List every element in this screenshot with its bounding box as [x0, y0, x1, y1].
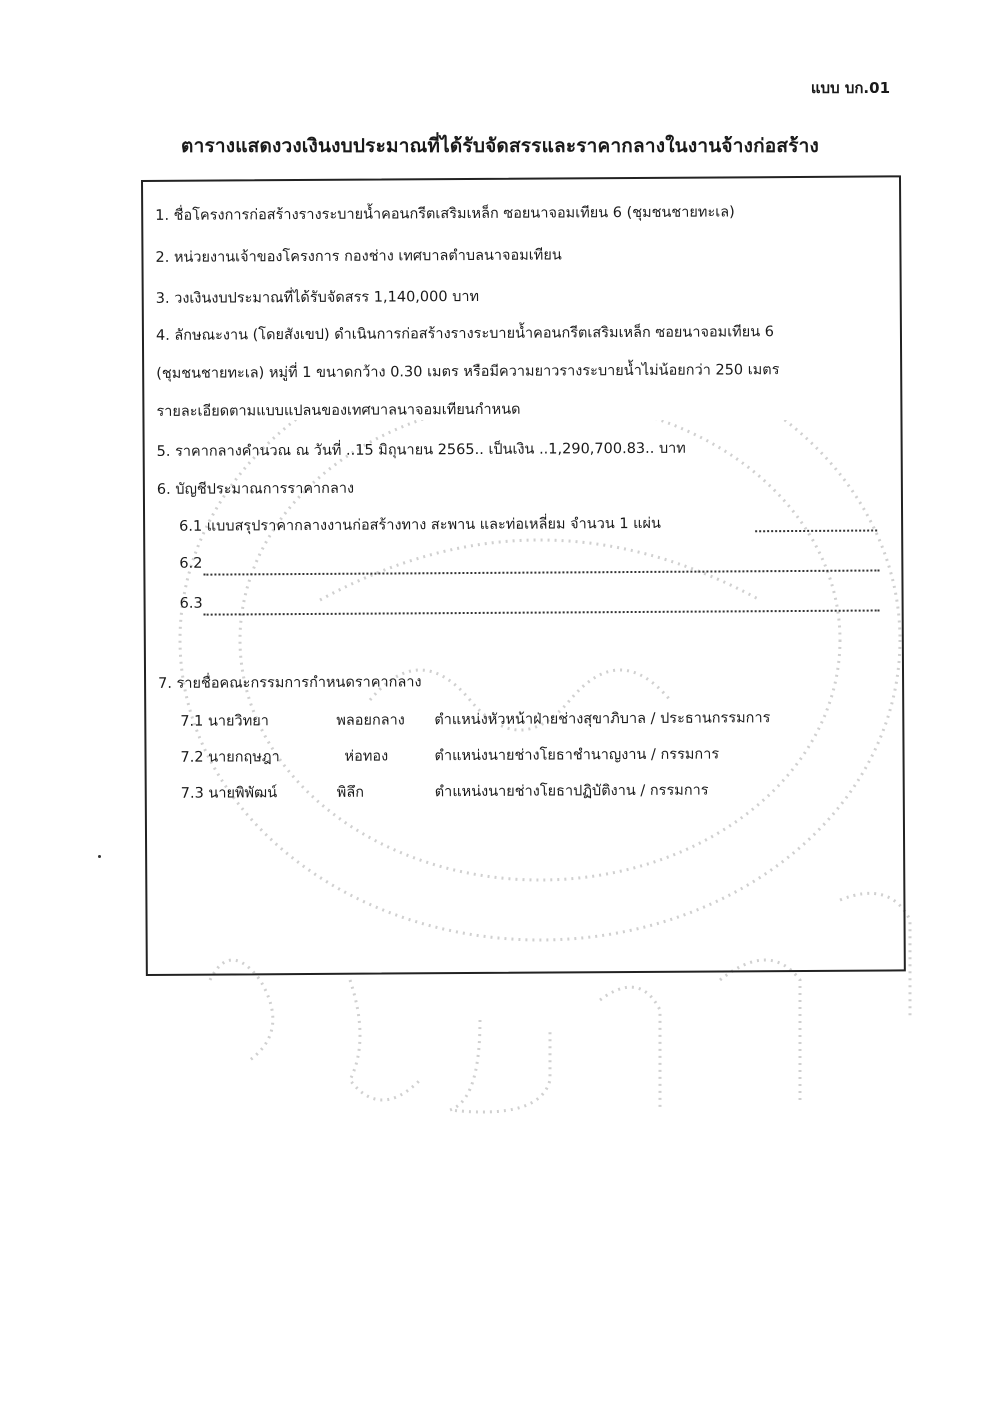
- committee-member-2-position: ตำแหน่งนายช่างโยธาชำนาญงาน / กรรมการ: [434, 746, 720, 765]
- form-code: แบบ บก.01: [810, 79, 890, 97]
- item-committee: 7. รายชื่อคณะกรรมการกำหนดราคากลาง: [158, 674, 422, 692]
- committee-member-3-surname: พิลึก: [336, 784, 365, 801]
- estimate-item-1: 6.1 แบบสรุปราคากลางงานก่อสร้างทาง สะพาน และท่อเหลี่ยม จำนวน 1 แผ่น: [179, 515, 661, 535]
- committee-member-2-name: 7.2 นายกฤษฎา: [180, 749, 280, 766]
- committee-member-3-position: ตำแหน่งนายช่างโยธาปฏิบัติงาน / กรรมการ: [434, 782, 709, 801]
- document-title: ตารางแสดงวงเงินงบประมาณที่ได้รับจัดสรรและราคากลางในงานจ้างก่อสร้าง: [181, 135, 819, 157]
- committee-member-1-surname: พลอยกลาง: [336, 712, 405, 729]
- estimate-item-2: 6.2: [179, 555, 203, 572]
- item-median-price: 5. ราคากลางคำนวณ ณ วันที่ ..15 มิถุนายน 2565.. เป็นเงิน ..1,290,700.83.. บาท: [156, 440, 686, 460]
- dotted-line: [755, 530, 877, 533]
- item-estimate-list: 6. บัญชีประมาณการราคากลาง: [156, 480, 355, 498]
- scan-speck: [98, 855, 101, 858]
- committee-member-3-name: 7.3 นายพิพัฒน์: [180, 785, 278, 802]
- item-work-description-1: 4. ลักษณะงาน (โดยสังเขป) ดำเนินการก่อสร้างรางระบายน้ำคอนกรีตเสริมเหล็ก ซอยนาจอมเทียน 6: [155, 324, 775, 344]
- dotted-line: [203, 569, 879, 575]
- form-frame: [141, 175, 906, 976]
- item-owner-agency: 2. หน่วยงานเจ้าของโครงการ กองช่าง เทศบาลตำบลนาจอมเทียน: [155, 247, 562, 266]
- committee-member-1-name: 7.1 นายวิทยา: [180, 713, 269, 730]
- dotted-line: [204, 609, 880, 615]
- item-project-name: 1. ชื่อโครงการก่อสร้างรางระบายน้ำคอนกรีตเสริมเหล็ก ซอยนาจอมเทียน 6 (ชุมชนชายทะเล): [155, 204, 735, 224]
- item-work-description-2: (ชุมชนชายทะเล) หมู่ที่ 1 ขนาดกว้าง 0.30 เมตร หรือมีความยาวรางระบายน้ำไม่น้อยกว่า 250 เมตร: [156, 362, 780, 382]
- committee-member-1-position: ตำแหน่งหัวหน้าฝ่ายช่างสุขาภิบาล / ประธานกรรมการ: [434, 710, 771, 729]
- item-budget: 3. วงเงินงบประมาณที่ได้รับจัดสรร 1,140,000 บาท: [155, 288, 480, 307]
- estimate-item-3: 6.3: [179, 595, 203, 612]
- item-work-description-3: รายละเอียดตามแบบแปลนของเทศบาลนาจอมเทียนกำหนด: [156, 401, 521, 420]
- committee-member-2-surname: ห่อทอง: [344, 748, 389, 765]
